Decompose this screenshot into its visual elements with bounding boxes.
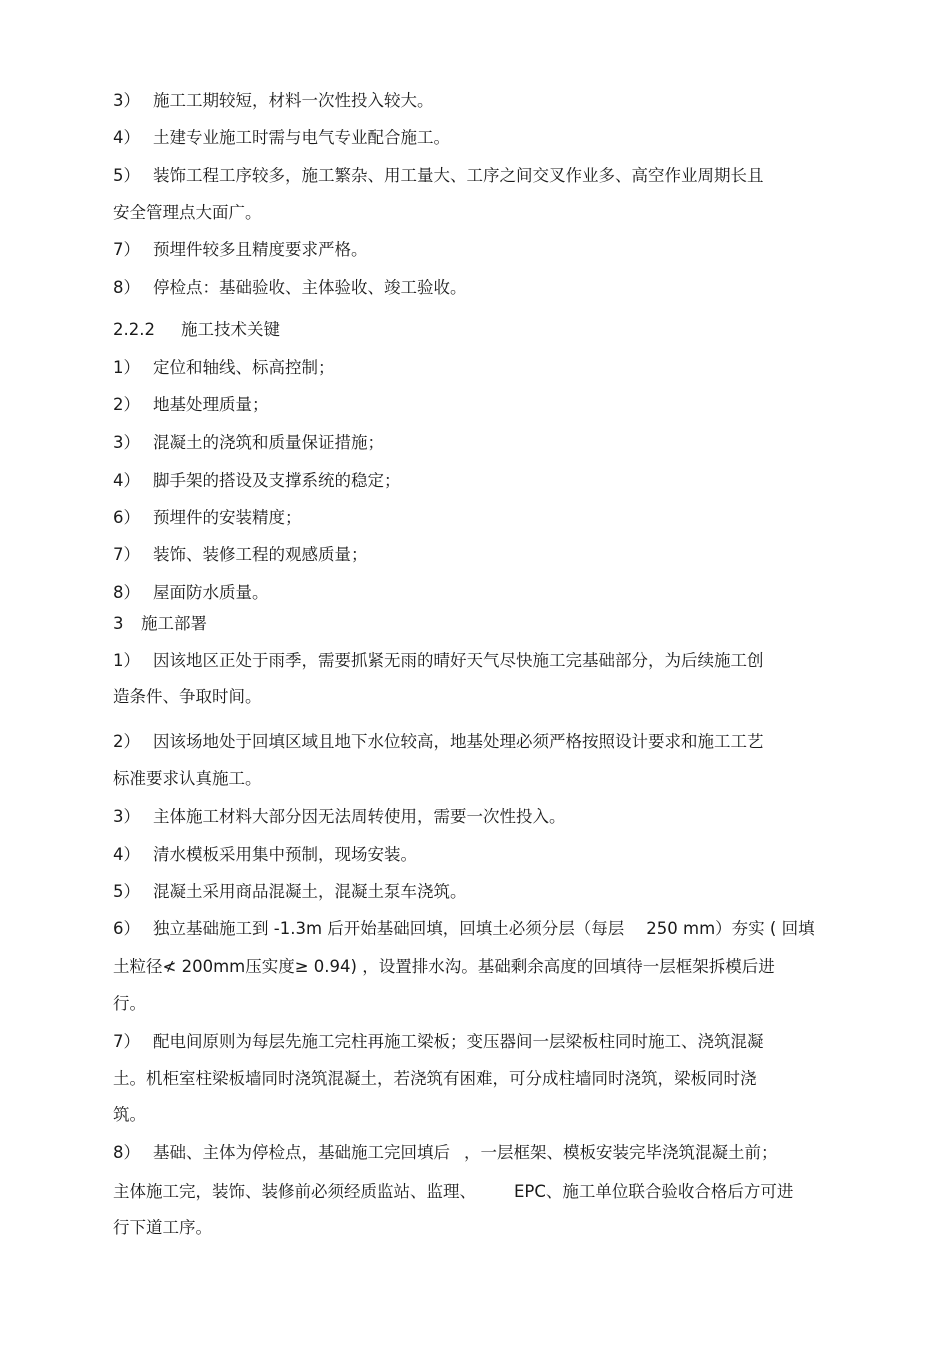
list-item-continuation bbox=[113, 1181, 793, 1203]
item-text: 预埋件的安装精度； bbox=[153, 508, 302, 527]
list-item bbox=[113, 582, 269, 604]
section-title: 施工技术关键 bbox=[181, 320, 280, 339]
item-number: 4） bbox=[113, 845, 140, 864]
list-item bbox=[113, 394, 269, 416]
item-text: 混凝土采用商品混凝土，混凝土泵车浇筑。 bbox=[153, 882, 467, 901]
item-number: 2） bbox=[113, 732, 140, 751]
item-number: 3） bbox=[113, 433, 140, 452]
item-number: 5） bbox=[113, 166, 140, 185]
list-item bbox=[113, 239, 368, 261]
list-item bbox=[113, 165, 764, 187]
list-item bbox=[113, 918, 815, 940]
item-number: 7） bbox=[113, 1032, 140, 1051]
item-text: 装饰工程工序较多，施工繁杂、用工量大、工序之间交叉作业多、高空作业周期长且 bbox=[153, 166, 764, 185]
item-number: 7） bbox=[113, 545, 140, 564]
item-number: 8） bbox=[113, 583, 140, 602]
item-number: 5） bbox=[113, 882, 140, 901]
section-number: 2.2.2 bbox=[113, 320, 155, 339]
list-item-continuation: 标准要求认真施工。 bbox=[113, 769, 262, 788]
item-text: 停检点：基础验收、主体验收、竣工验收。 bbox=[153, 278, 467, 297]
list-item bbox=[113, 1142, 778, 1164]
item-number: 8） bbox=[113, 278, 140, 297]
section-heading bbox=[113, 613, 207, 635]
list-item-continuation: 安全管理点大面广。 bbox=[113, 203, 262, 222]
item-text: 地基处理质量； bbox=[153, 395, 269, 414]
item-text: 250 mm）夯实 ( 回填 bbox=[646, 919, 815, 938]
item-number: 1） bbox=[113, 358, 140, 377]
item-text: 定位和轴线、标高控制； bbox=[153, 358, 335, 377]
list-item bbox=[113, 90, 434, 112]
list-item-continuation: 行。 bbox=[113, 994, 146, 1013]
list-item bbox=[113, 881, 467, 903]
item-number: 2） bbox=[113, 395, 140, 414]
item-number: 3） bbox=[113, 91, 140, 110]
item-text: 基础、主体为停检点，基础施工完回填后 bbox=[153, 1143, 450, 1162]
list-item bbox=[113, 127, 450, 149]
list-item bbox=[113, 650, 764, 672]
item-text: 屋面防水质量。 bbox=[153, 583, 269, 602]
item-number: 1） bbox=[113, 651, 140, 670]
item-number: 7） bbox=[113, 240, 140, 259]
list-item bbox=[113, 432, 384, 454]
item-text: 独立基础施工到 -1.3m 后开始基础回填，回填土必须分层（每层 bbox=[153, 919, 625, 938]
item-text: 土建专业施工时需与电气专业配合施工。 bbox=[153, 128, 450, 147]
item-number: 6） bbox=[113, 508, 140, 527]
item-text: 混凝土的浇筑和质量保证措施； bbox=[153, 433, 384, 452]
list-item bbox=[113, 470, 401, 492]
list-item-continuation: 行下道工序。 bbox=[113, 1218, 212, 1237]
list-item-continuation: 土粒径≮ 200mm压实度≥ 0.94) ，设置排水沟。基础剩余高度的回填待一层框架拆模后进 bbox=[113, 957, 775, 976]
item-text: ，一层框架、模板安装完毕浇筑混凝土前； bbox=[464, 1143, 778, 1162]
item-text: EPC、施工单位联合验收合格后方可进 bbox=[514, 1182, 794, 1201]
item-text: 主体施工材料大部分因无法周转使用，需要一次性投入。 bbox=[153, 807, 566, 826]
item-text: 主体施工完，装饰、装修前必须经质监站、监理、 bbox=[113, 1182, 476, 1201]
item-text: 清水模板采用集中预制，现场安装。 bbox=[153, 845, 417, 864]
list-item-continuation: 造条件、争取时间。 bbox=[113, 687, 262, 706]
item-number: 4） bbox=[113, 471, 140, 490]
item-number: 6） bbox=[113, 919, 140, 938]
list-item-continuation: 筑。 bbox=[113, 1105, 146, 1124]
item-number: 8） bbox=[113, 1143, 140, 1162]
list-item bbox=[113, 844, 417, 866]
item-number: 4） bbox=[113, 128, 140, 147]
list-item bbox=[113, 277, 467, 299]
item-text: 因该地区正处于雨季，需要抓紧无雨的晴好天气尽快施工完基础部分，为后续施工创 bbox=[153, 651, 764, 670]
list-item bbox=[113, 806, 566, 828]
section-title: 施工部署 bbox=[141, 614, 207, 633]
item-number: 3） bbox=[113, 807, 140, 826]
section-heading bbox=[113, 319, 280, 341]
item-text: 施工工期较短，材料一次性投入较大。 bbox=[153, 91, 434, 110]
item-text: 预埋件较多且精度要求严格。 bbox=[153, 240, 368, 259]
item-text: 因该场地处于回填区域且地下水位较高，地基处理必须严格按照设计要求和施工工艺 bbox=[153, 732, 764, 751]
list-item bbox=[113, 544, 368, 566]
item-text: 配电间原则为每层先施工完柱再施工梁板；变压器间一层梁板柱同时施工、浇筑混凝 bbox=[153, 1032, 764, 1051]
section-number: 3 bbox=[113, 614, 124, 633]
list-item bbox=[113, 357, 335, 379]
item-text: 脚手架的搭设及支撑系统的稳定； bbox=[153, 471, 401, 490]
list-item bbox=[113, 731, 764, 753]
list-item-continuation: 土。机柜室柱梁板墙同时浇筑混凝土，若浇筑有困难，可分成柱墙同时浇筑，梁板同时浇 bbox=[113, 1069, 757, 1088]
item-text: 装饰、装修工程的观感质量； bbox=[153, 545, 368, 564]
list-item bbox=[113, 507, 302, 529]
list-item bbox=[113, 1031, 764, 1053]
